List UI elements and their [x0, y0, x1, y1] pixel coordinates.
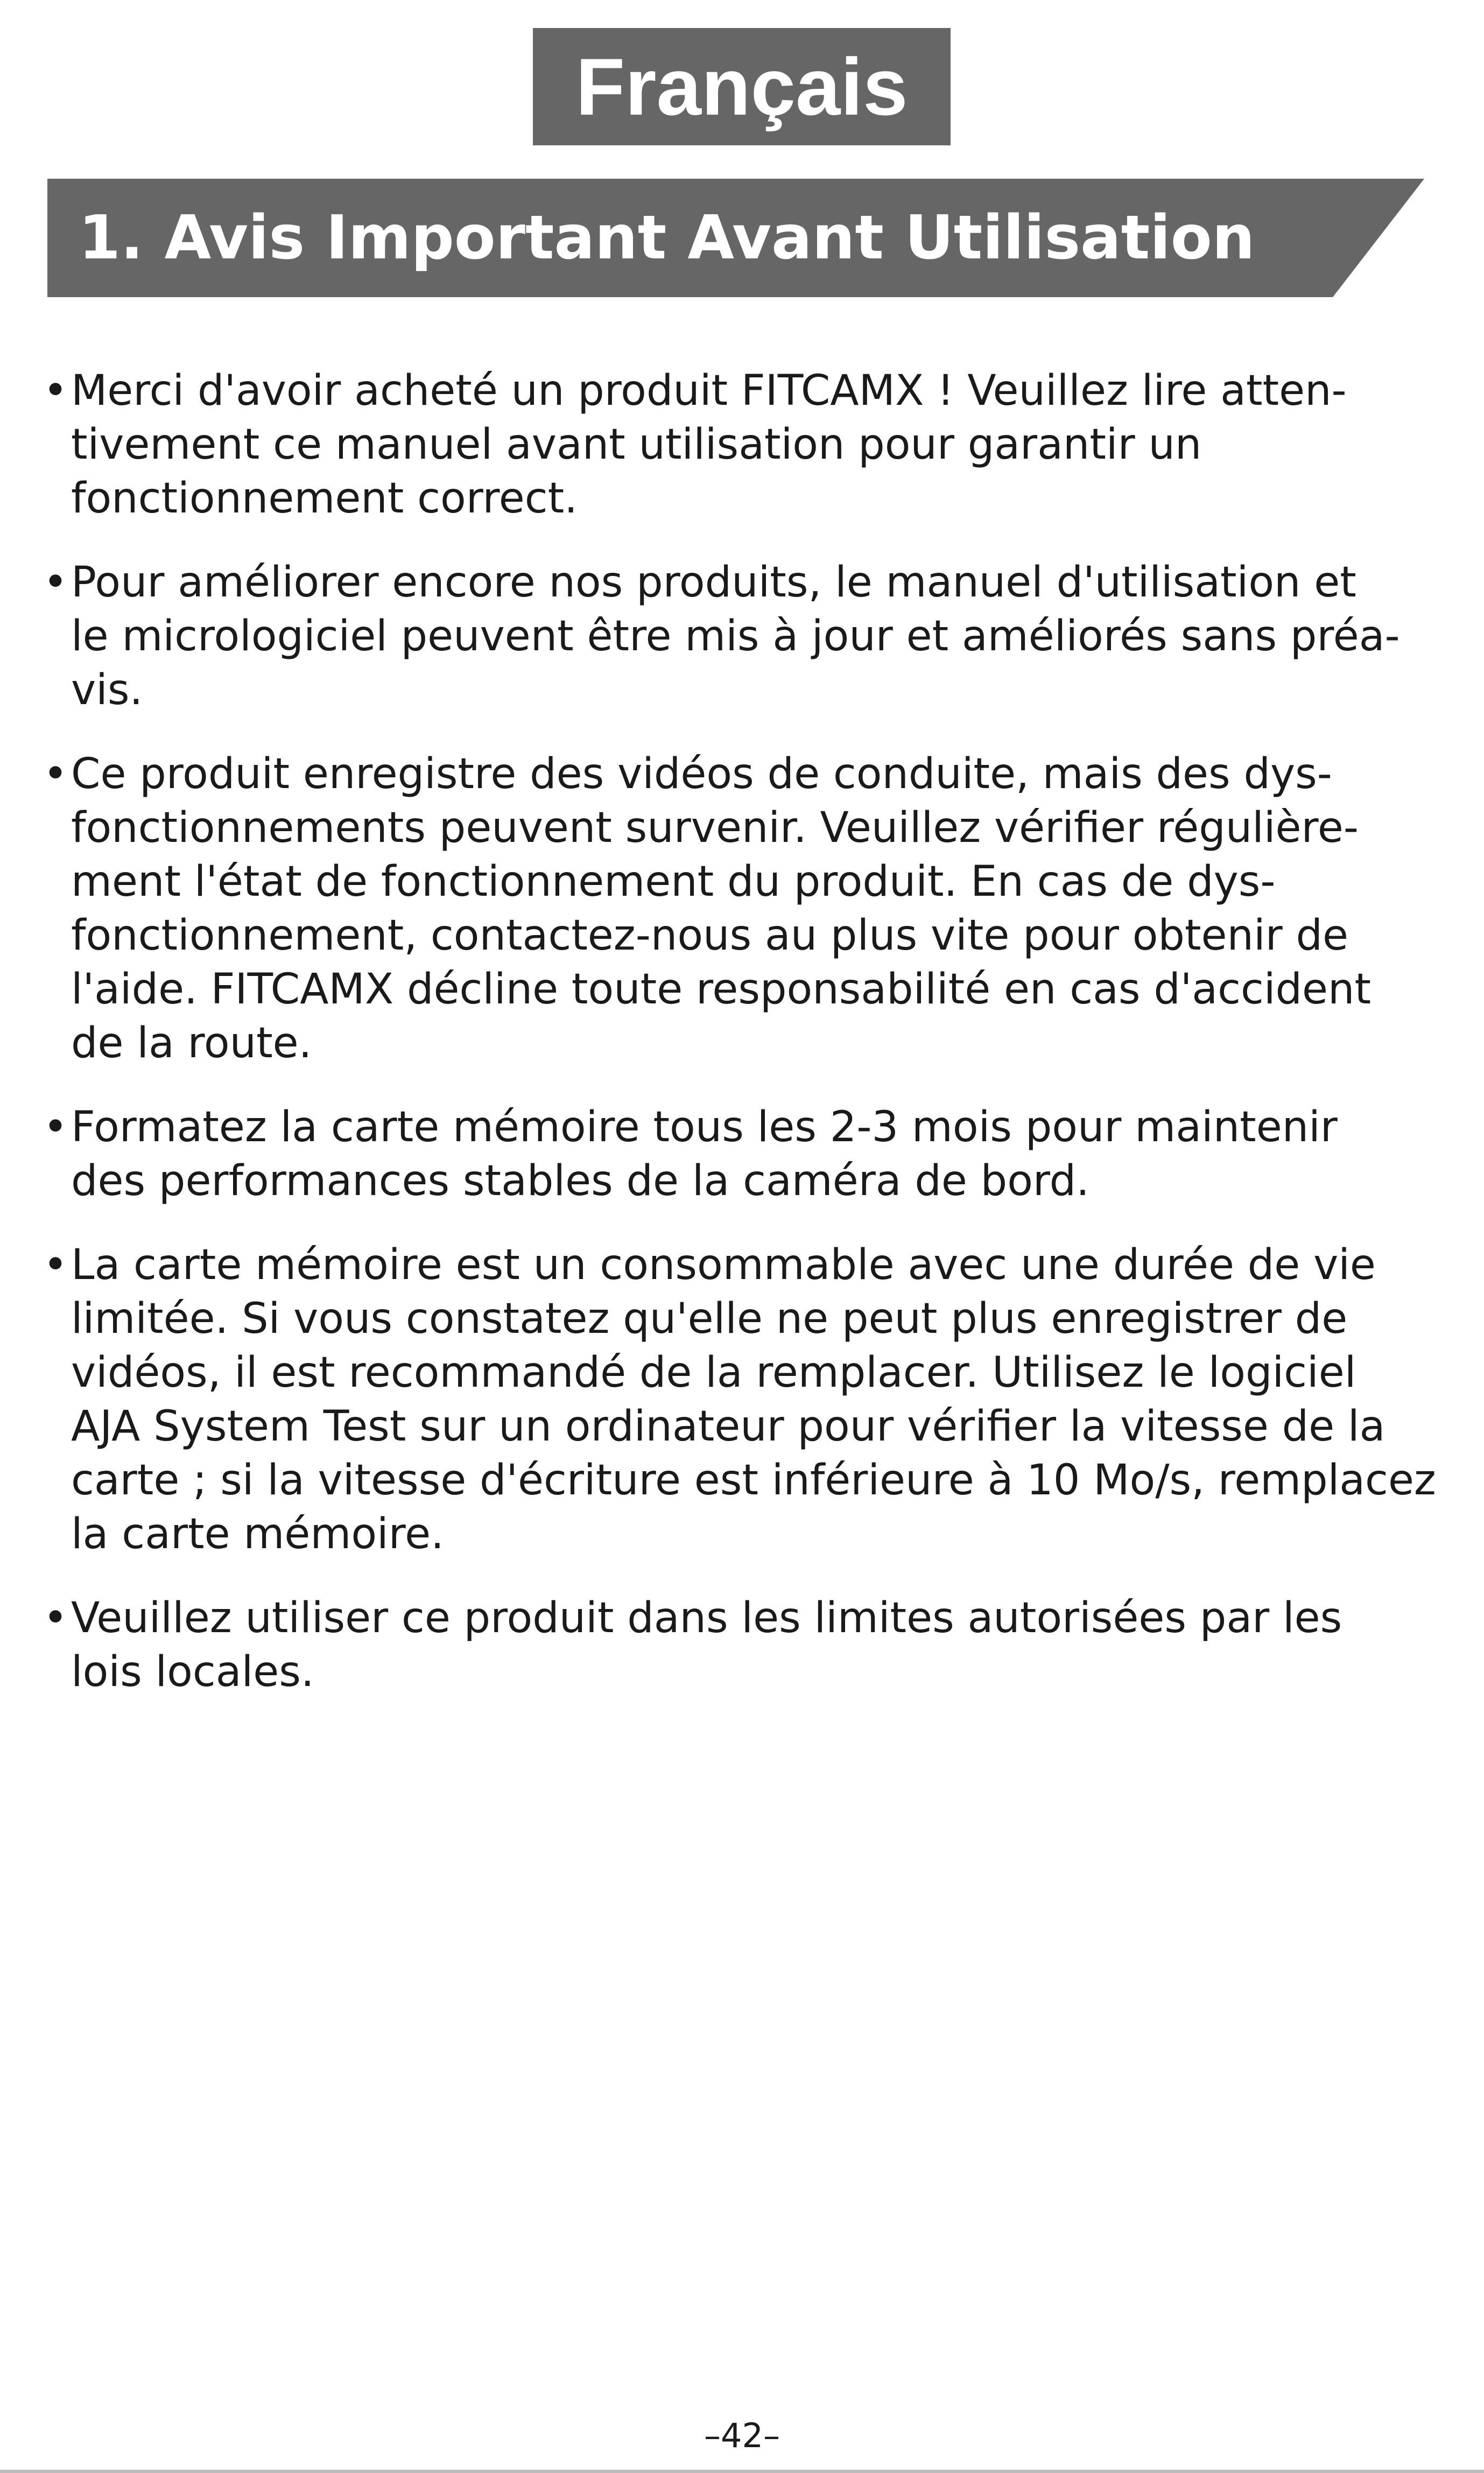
bullet-text-line: Veuillez utiliser ce produit dans les limites autorisées par les	[71, 1594, 1342, 1642]
bullet-text-line: vis.	[71, 666, 143, 714]
bullet-text-line: fonctionnements peuvent survenir. Veuillez vérifier régulière-	[71, 804, 1359, 852]
bullet-text-line: vidéos, il est recommandé de la remplacer. Utilisez le logiciel	[71, 1348, 1356, 1397]
section-banner	[47, 179, 1424, 297]
bullet-text-line: de la route.	[71, 1019, 312, 1067]
list-item	[43, 556, 1410, 717]
bullet-dot-icon: •	[43, 367, 68, 415]
bullet-text-line: l'aide. FITCAMX décline toute responsabilité en cas d'accident	[71, 965, 1372, 1014]
bullet-text-line: limitée. Si vous constatez qu'elle ne peut plus enregistrer de	[71, 1295, 1348, 1343]
page-number: –42–	[704, 2416, 780, 2455]
bullet-text-line: ment l'état de fonctionnement du produit. En cas de dys-	[71, 858, 1276, 906]
notice-list	[43, 364, 1436, 1729]
bullet-text-line: le micrologiciel peuvent être mis à jour et améliorés sans préa-	[71, 612, 1400, 661]
bullet-text-line: La carte mémoire est un consommable avec une durée de vie	[71, 1241, 1376, 1289]
bullet-text-line: fonctionnement correct.	[71, 474, 578, 523]
bullet-text-line: Ce produit enregistre des vidéos de conduite, mais des dys-	[71, 750, 1332, 798]
list-item	[43, 1238, 1436, 1561]
language-tab	[533, 28, 951, 145]
bullet-text-line: carte ; si la vitesse d'écriture est inférieure à 10 Mo/s, remplacez	[71, 1456, 1436, 1505]
bullet-text-line: lois locales.	[71, 1648, 314, 1696]
list-item	[43, 747, 1410, 1070]
bullet-text-line: fonctionnement, contactez-nous au plus vite pour obtenir de	[71, 911, 1348, 960]
footer-rule	[0, 2470, 1484, 2473]
bullet-text-line: AJA System Test sur un ordinateur pour vérifier la vitesse de la	[71, 1402, 1385, 1451]
list-item	[43, 1100, 1410, 1208]
bullet-text-line: Merci d'avoir acheté un produit FITCAMX ! Veuillez lire atten-	[71, 367, 1347, 415]
bullet-text-line: des performances stables de la caméra de bord.	[71, 1157, 1089, 1205]
list-item	[43, 364, 1410, 525]
bullet-dot-icon: •	[43, 1594, 68, 1642]
section-title: 1. Avis Important Avant Utilisation	[79, 203, 1255, 273]
bullet-text-line: la carte mémoire.	[71, 1510, 444, 1558]
language-label: Français	[575, 41, 908, 132]
bullet-dot-icon: •	[43, 750, 68, 798]
bullet-dot-icon: •	[43, 1103, 68, 1151]
bullet-text-line: Pour améliorer encore nos produits, le manuel d'utilisation et	[71, 558, 1356, 607]
list-item	[43, 1591, 1410, 1699]
bullet-text-line: Formatez la carte mémoire tous les 2-3 mois pour maintenir	[71, 1103, 1338, 1151]
bullet-text-line: tivement ce manuel avant utilisation pour garantir un	[71, 420, 1202, 469]
bullet-dot-icon: •	[43, 558, 68, 607]
bullet-dot-icon: •	[43, 1241, 68, 1289]
